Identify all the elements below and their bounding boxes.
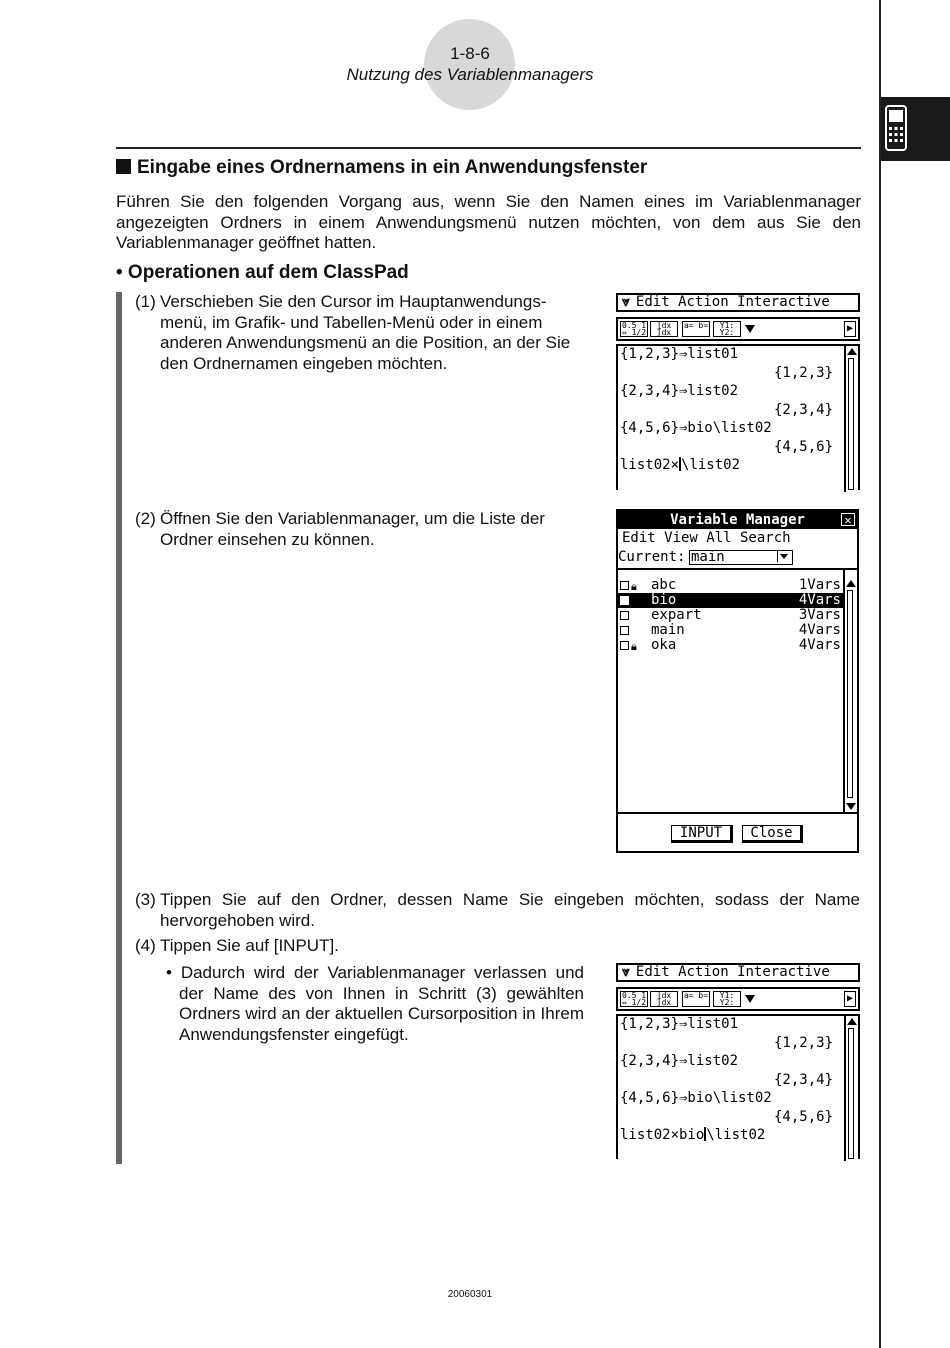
square-bullet-icon [116, 159, 131, 174]
section-rule [116, 147, 861, 149]
bullet-text: • Dadurch wird der Variablenmanager verlassen und der Name des von Ihnen in Schritt (3) gewählten Ordners wird an der aktuellen Cursorposition in Ihrem Anwendungsfenster eingefügt. [166, 963, 584, 1044]
right-margin-rule [879, 0, 881, 1348]
step-1 [135, 292, 572, 374]
scroll-down-icon[interactable] [846, 803, 856, 810]
input-after-cursor: \list02 [706, 1127, 766, 1143]
close-icon[interactable]: ✕ [841, 513, 855, 526]
output-line: {2,3,4} [774, 402, 834, 418]
footer-code: 20060301 [447, 1289, 493, 1300]
menu-edit[interactable]: Edit [635, 294, 670, 310]
toolbar-right-arrow-icon[interactable]: ▶ [844, 321, 856, 337]
side-tab [881, 97, 950, 161]
scroll-track[interactable] [847, 590, 853, 798]
scrollbar[interactable] [843, 570, 857, 812]
input-line: {4,5,6}⇒bio\list02 [620, 1090, 772, 1106]
checkbox[interactable] [620, 641, 629, 650]
page-number: 1-8-6 [450, 44, 490, 63]
variable-assign-button[interactable]: a= b= [682, 321, 710, 337]
toolbar [616, 987, 860, 1011]
calculator-icon [885, 105, 907, 151]
vm-current-folder-select[interactable]: main [689, 550, 793, 565]
folder-row-bio[interactable] [618, 593, 843, 608]
graph-function-button[interactable]: Y1: Y2: [713, 321, 741, 337]
variable-manager-window [616, 509, 859, 853]
menu-action[interactable]: Action [678, 294, 729, 310]
integral-button[interactable]: ∫dx ∫dx [650, 991, 678, 1007]
output-line: {4,5,6} [774, 1109, 834, 1125]
folder-row-oka[interactable] [618, 638, 843, 653]
lock-icon: 🔒︎ [631, 580, 637, 593]
scroll-up-icon[interactable] [846, 580, 856, 587]
classpad-screen-1 [616, 293, 860, 490]
folder-row-main[interactable] [618, 623, 843, 638]
input-line: {4,5,6}⇒bio\list02 [620, 420, 772, 436]
vm-folder-list [618, 568, 857, 814]
step-number: (1) [135, 292, 156, 311]
section-heading-text: Eingabe eines Ordnernamens in ein Anwendungsfenster [137, 157, 648, 178]
scrollbar[interactable] [844, 346, 858, 492]
folder-name: main [651, 622, 685, 638]
folder-row-expart[interactable] [618, 608, 843, 623]
integral-button[interactable]: ∫dx ∫dx [650, 321, 678, 337]
step-number: (2) [135, 509, 156, 528]
fraction-toggle-button[interactable]: 0.5 1 ⇔ 1/2 [621, 991, 647, 1007]
graph-function-button[interactable]: Y1: Y2: [713, 991, 741, 1007]
folder-count: 1Vars [798, 577, 841, 593]
menu-action[interactable]: Action [678, 964, 729, 980]
work-area[interactable] [616, 344, 860, 490]
scroll-up-icon[interactable] [847, 1018, 857, 1025]
page-subtitle: Nutzung des Variablenmanagers [346, 65, 594, 84]
folder-count: 4Vars [798, 622, 841, 638]
current-input-line[interactable] [620, 1127, 765, 1143]
folder-count: 3Vars [798, 607, 841, 623]
folder-name: oka [651, 637, 677, 653]
input-before-cursor: list02×bio [620, 1127, 705, 1143]
folder-count: 4Vars [798, 637, 841, 653]
step-text: Tippen Sie auf [INPUT]. [160, 936, 339, 955]
toolbar-dropdown-icon[interactable] [745, 323, 755, 335]
folder-name: expart [651, 607, 702, 623]
scrollbar[interactable] [844, 1016, 858, 1161]
input-button[interactable]: INPUT [671, 825, 733, 843]
vm-current-label: Current: [618, 549, 686, 565]
work-area[interactable] [616, 1014, 860, 1159]
step-text: Verschieben Sie den Cursor im Hauptanwendungs-menü, im Grafik- und Tabellen-Menü oder in einem anderen Anwendungsmenü an die Position, an der Sie den Ordnernamen eingeben möchten. [160, 292, 571, 373]
scroll-up-icon[interactable] [847, 348, 857, 355]
operations-heading: • Operationen auf dem ClassPad [116, 262, 409, 283]
step-2 [135, 509, 572, 550]
lock-icon: 🔒︎ [631, 640, 637, 653]
checkbox[interactable] [620, 596, 629, 605]
step-text: Tippen Sie auf den Ordner, dessen Name Sie eingeben möchten, sodass der Name hervorgehoben wird. [160, 890, 860, 930]
vm-title: Variable Manager [670, 512, 805, 528]
step-number: (3) [135, 890, 156, 909]
step-3 [135, 890, 860, 931]
folder-name: bio [651, 592, 677, 608]
checkbox[interactable] [620, 581, 629, 590]
vm-title-bar [618, 511, 857, 529]
classpad-screen-2 [616, 963, 860, 1159]
step-4-bullet [166, 963, 584, 1045]
steps-bar [116, 292, 122, 1164]
checkbox[interactable] [620, 626, 629, 635]
output-line: {2,3,4} [774, 1072, 834, 1088]
input-after-cursor: \list02 [681, 457, 741, 473]
output-line: {1,2,3} [774, 365, 834, 381]
menu-chevron-icon[interactable]: ⩔ [622, 294, 630, 310]
step-4 [135, 936, 860, 957]
folder-row-abc[interactable] [618, 578, 843, 593]
step-number: (4) [135, 936, 156, 955]
intro-paragraph: Führen Sie den folgenden Vorgang aus, wenn Sie den Namen eines im Variablenmanager angezeigten Ordners in einem Anwendungsmenü nutzen möchten, von dem aus Sie den Variablenmanager geöffnet hatten. [116, 192, 861, 252]
toolbar [616, 317, 860, 341]
input-line: {2,3,4}⇒list02 [620, 1053, 739, 1069]
menu-edit[interactable]: Edit [635, 964, 670, 980]
checkbox[interactable] [620, 611, 629, 620]
scroll-track[interactable] [848, 1028, 854, 1159]
chevron-down-icon[interactable] [777, 551, 791, 562]
input-line: {2,3,4}⇒list02 [620, 383, 739, 399]
vm-menu-bar[interactable]: Edit View All Search [622, 530, 791, 546]
current-input-line[interactable] [620, 457, 740, 473]
fraction-toggle-button[interactable]: 0.5 1 ⇔ 1/2 [621, 321, 647, 337]
folder-name: abc [651, 577, 677, 593]
menu-interactive[interactable]: Interactive [737, 294, 830, 310]
section-heading [116, 157, 647, 179]
input-before-cursor: list02× [620, 457, 680, 473]
output-line: {1,2,3} [774, 1035, 834, 1051]
toolbar-right-arrow-icon[interactable]: ▶ [844, 991, 856, 1007]
menu-bar [616, 293, 860, 312]
menu-chevron-icon[interactable]: ⩔ [622, 964, 630, 980]
step-text: Öffnen Sie den Variablenmanager, um die Liste der Ordner einsehen zu können. [160, 509, 545, 549]
input-line: {1,2,3}⇒list01 [620, 1016, 739, 1032]
folder-count: 4Vars [798, 592, 841, 608]
scroll-track[interactable] [848, 358, 854, 490]
toolbar-dropdown-icon[interactable] [745, 993, 755, 1005]
menu-bar [616, 963, 860, 982]
input-line: {1,2,3}⇒list01 [620, 346, 739, 362]
close-button[interactable]: Close [742, 825, 803, 843]
output-line: {4,5,6} [774, 439, 834, 455]
variable-assign-button[interactable]: a= b= [682, 991, 710, 1007]
menu-interactive[interactable]: Interactive [737, 964, 830, 980]
